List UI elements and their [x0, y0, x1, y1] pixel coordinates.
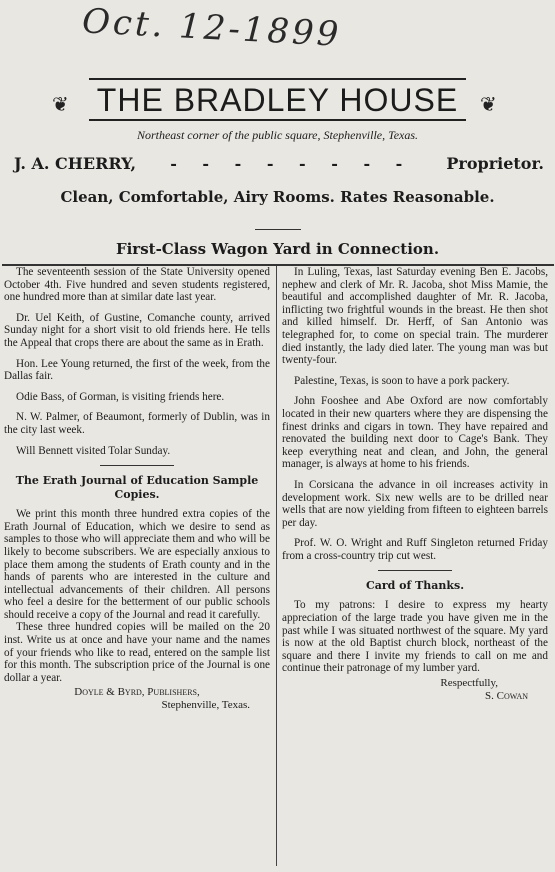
short-divider	[255, 229, 301, 230]
news-item: N. W. Palmer, of Beaumont, formerly of Dublin, was in the city last week.	[4, 411, 270, 436]
ad-tagline: Clean, Comfortable, Airy Rooms. Rates Reasonable.	[60, 188, 495, 206]
news-item: In Luling, Texas, last Saturday evening Ben E. Jacobs, nephew and clerk of Mr. R. Jacoba, shot Miss Mamie, the beautiful and accomplished daughter of Mr. R. Jacoba, inflicting two frightful wounds in the breast. He then shot and killed himself. Dr. Herff, of San Antonio was telegraphed for, to come on special train. The murderer died instantly, the lady died later. The young man was but twenty-four.	[282, 266, 548, 367]
proprietor-name: J. A. CHERRY,	[14, 154, 137, 173]
news-item: Odie Bass, of Gorman, is visiting friends here.	[16, 390, 225, 403]
journal-paragraph: These three hundred copies will be mailed on the 20 inst. Write us at once and have your name and the names of your friends who like to read, entered on the sample list for this month. The subscription price of the Journal is one dollar a year.	[4, 621, 270, 684]
publisher-place: Stephenville, Texas.	[161, 699, 250, 712]
ornament-right-icon: ❦	[480, 94, 497, 116]
thanks-paragraph: To my patrons: I desire to express my hearty appreciation of the large trade you have given me in the past while I was situated northwest of the square. My yard is now at the old Baptist church block, northeast of the square and there I invite my friends to call on me and continue their patronage of my lumber yard.	[282, 599, 548, 675]
publisher-signature: Doyle & Byrd, Publishers,	[74, 686, 200, 699]
column-divider	[276, 266, 277, 866]
proprietor-label: Proprietor.	[446, 154, 544, 173]
news-item: Hon. Lee Young returned, the first of the week, from the Dallas fair.	[4, 357, 270, 383]
news-item: Prof. W. O. Wright and Ruff Singleton returned Friday from a cross-country trip cut west.	[282, 537, 548, 562]
proprietor-row	[14, 154, 544, 173]
news-item: Will Bennett visited Tolar Sunday.	[16, 444, 171, 457]
thanks-signer: S. Cowan	[485, 689, 528, 702]
respectfully-line: Respectfully,	[440, 677, 498, 690]
journal-paragraph: We print this month three hundred extra copies of the Erath Journal of Education, which we desire to send as samples to those who will appreciate them and who will be likely to become subscribers. We are especially anxious to place them among the students of Erath county and in the hands of parents who are interested in the culture and intellectual advancements of their children. All persons who feel a desire for the betterment of our public schools should receive a copy of the Journal and read it carefully.	[4, 508, 270, 621]
news-item: In Corsicana the advance in oil increases activity in development work. Six new wells are to be drilled near wells that are now yielding from fifteen to eighteen barrels per day.	[282, 478, 548, 529]
news-item: Dr. Uel Keith, of Gustine, Comanche county, arrived Sunday night for a short visit to old friends here. He tells the Appeal that crops there are about the same as in Erath.	[4, 311, 270, 349]
journal-heading: The Erath Journal of Education Sample Copies.	[15, 474, 259, 502]
masthead	[0, 78, 555, 121]
proprietor-dashes: - - - - - - - -	[170, 154, 413, 173]
thanks-heading: Card of Thanks.	[365, 579, 465, 593]
section-divider	[100, 465, 174, 466]
left-column	[4, 266, 270, 712]
ad-title: THE BRADLEY HOUSE	[89, 78, 466, 121]
ad-subtitle: Northeast corner of the public square, Stephenville, Texas.	[136, 128, 419, 142]
news-item: John Fooshee and Abe Oxford are now comfortably located in their new quarters where they are dispensing the finest drinks and cigars in town. They have repaired and renovated the building next door to Cage's Bank. They keep everything neat and clean, and John, the general manager, is always at home to his friends.	[282, 395, 548, 471]
ornament-left-icon: ❦	[52, 94, 69, 116]
news-item: The seventeenth session of the State University opened October 4th. Five hundred and seven students registered, one hundred more than at similar date last year.	[4, 266, 270, 304]
section-divider	[378, 570, 452, 571]
right-column	[282, 266, 548, 702]
news-item: Palestine, Texas, is soon to have a pork packery.	[294, 374, 510, 387]
handwritten-date: Oct. 12-1899	[81, 1, 343, 55]
wagon-yard-line: First-Class Wagon Yard in Connection.	[115, 240, 440, 258]
